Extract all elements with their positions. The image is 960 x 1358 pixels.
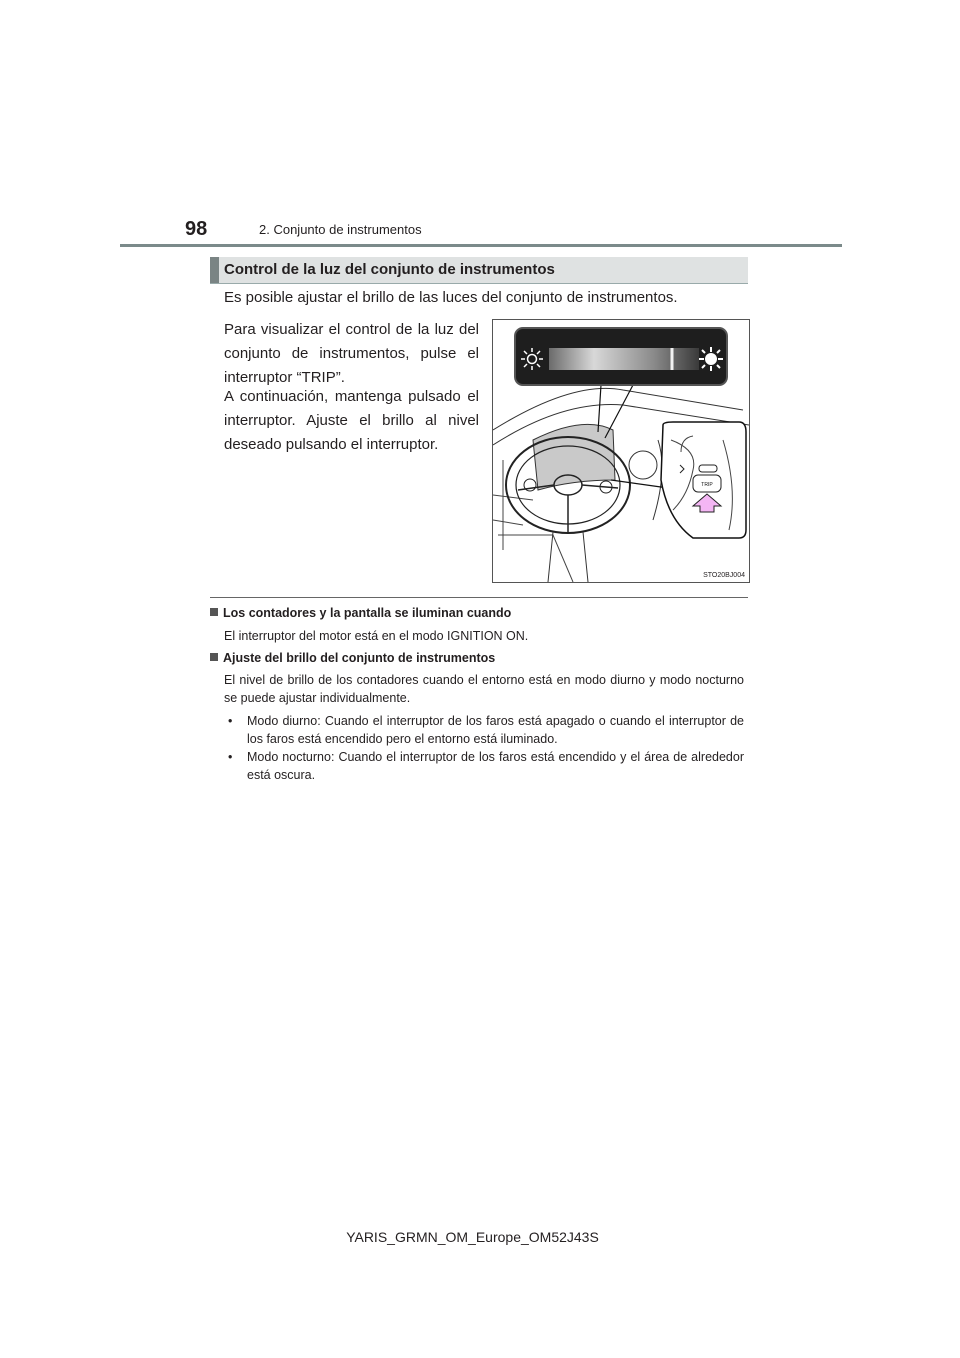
brightness-high-icon bbox=[699, 347, 723, 371]
figure-id: STO20BJ004 bbox=[703, 572, 745, 579]
section-marker bbox=[210, 257, 219, 283]
upper-switch bbox=[699, 465, 717, 472]
note-heading-brightness: Ajuste del brillo del conjunto de instrumentos bbox=[210, 651, 495, 665]
note-text-illumination: El interruptor del motor está en el modo IGNITION ON. bbox=[224, 629, 529, 643]
note-text-brightness: El nivel de brillo de los contadores cuando el entorno está en modo diurno y modo nocturno se puede ajustar individualmente. bbox=[224, 673, 744, 705]
square-bullet-icon bbox=[210, 608, 218, 616]
section-divider bbox=[210, 597, 748, 598]
section-title: Control de la luz del conjunto de instrumentos bbox=[224, 261, 555, 278]
instrument-panel-illustration bbox=[492, 319, 750, 583]
footer-doc-code: YARIS_GRMN_OM_Europe_OM52J43S bbox=[346, 1229, 599, 1245]
dashboard-drawing bbox=[493, 320, 749, 582]
chapter-title: 2. Conjunto de instrumentos bbox=[259, 222, 422, 237]
square-bullet-icon bbox=[210, 653, 218, 661]
trip-button-label: TRIP bbox=[701, 482, 713, 488]
header-rule bbox=[120, 244, 842, 247]
bullet-day-mode: • Modo diurno: Cuando el interruptor de los faros está apagado o cuando el interruptor de los faros está encendido pero el entorno está iluminado. bbox=[228, 714, 744, 746]
page-number: 98 bbox=[185, 218, 208, 240]
paragraph-adjust: A continuación, mantenga pulsado el interruptor. Ajuste el brillo al nivel deseado pulsando el interruptor. bbox=[224, 388, 479, 453]
brightness-level-marker bbox=[671, 348, 674, 370]
brightness-level-bar bbox=[549, 348, 699, 370]
intro-text: Es posible ajustar el brillo de las luces del conjunto de instrumentos. bbox=[224, 289, 678, 306]
note-heading-illumination: Los contadores y la pantalla se iluminan cuando bbox=[210, 606, 511, 620]
paragraph-trip-switch: Para visualizar el control de la luz del conjunto de instrumentos, pulse el interruptor “TRIP”. bbox=[224, 321, 479, 386]
bullet-night-mode: • Modo nocturno: Cuando el interruptor de los faros está encendido y el área de alrededor está oscura. bbox=[228, 750, 744, 782]
